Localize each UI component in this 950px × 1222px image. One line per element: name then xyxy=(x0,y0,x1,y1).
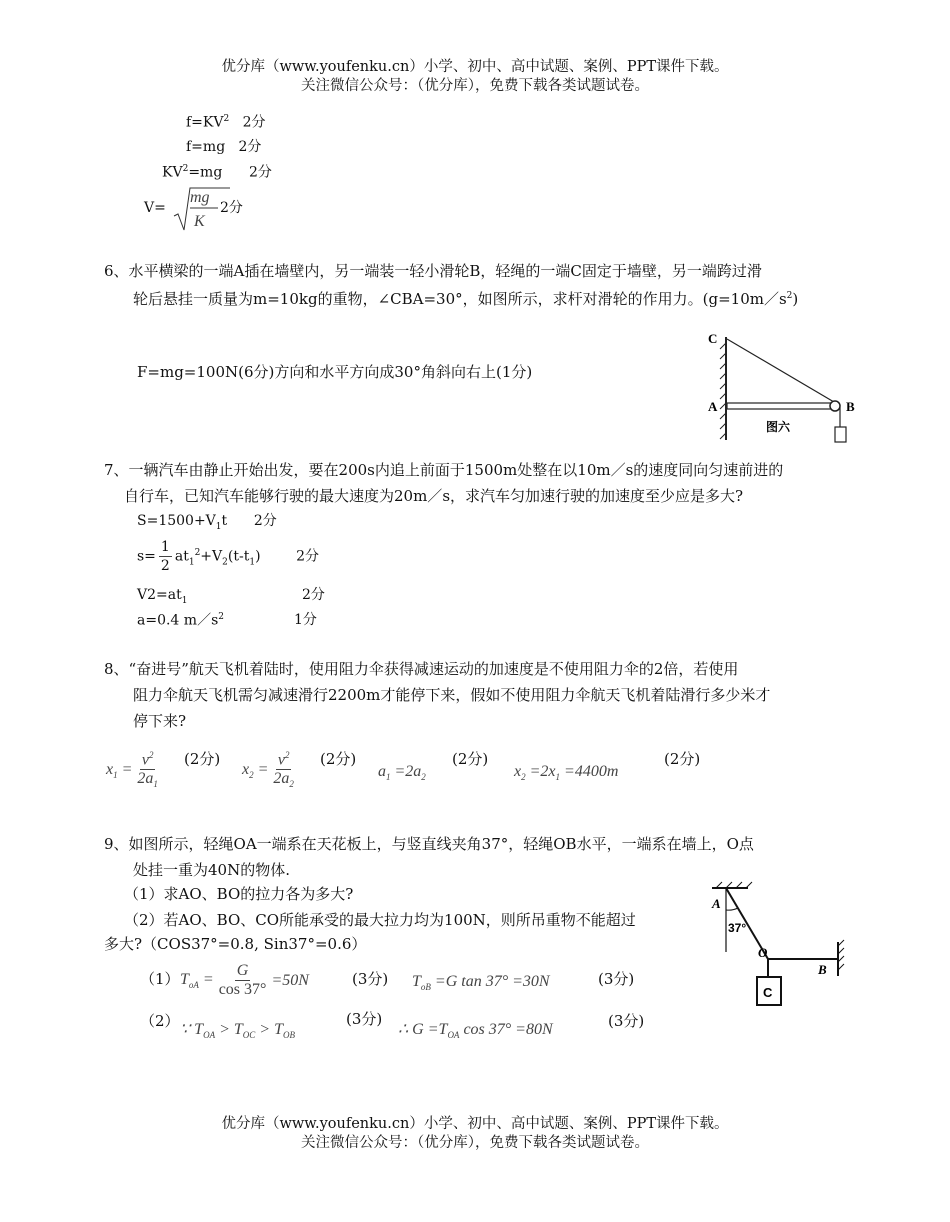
q6-line-1: 6、水平横梁的一端A插在墙壁内，另一端装一轻小滑轮B，轻绳的一端C固定于墙壁，另一端跨过滑 xyxy=(104,262,762,280)
q9-answer-2: ∵ $T_{OA} > T_{OC} > T_{OB}$ xyxy=(180,1021,295,1041)
q7-answer-3: $V2=at_1$ xyxy=(137,587,188,606)
page-footer xyxy=(0,1115,950,1153)
q6-label-b: B xyxy=(846,399,855,414)
q9-answer-2-label: （2） xyxy=(140,1012,180,1030)
q9-answer-1-score: (3分) xyxy=(352,970,389,988)
q6-answer: F=mg=100N(6分)方向和水平方向成30°角斜向右上(1分) xyxy=(137,363,533,381)
q9-answer-1: $T_{oA}$ = $\frac{G}{\cos 37^\circ}$ =50N xyxy=(180,962,309,998)
q9-label-o: O xyxy=(758,945,768,960)
q9-wall xyxy=(838,940,844,976)
q8-formula-4: $x_2 =2x_1 =4400m$ xyxy=(514,763,619,783)
q7-answer-1: $S=1500+V_1t$ 2分 xyxy=(137,513,277,532)
q8-score-4: (2分) xyxy=(664,750,701,768)
q8-formula-1: $x_1$ = $\frac{v^2}{2a_1}$ xyxy=(106,746,163,794)
q6-label-c: C xyxy=(708,331,718,346)
q9-answer-2-score: (3分) xyxy=(346,1010,383,1028)
q9-figure xyxy=(700,880,860,1015)
q6-pulley xyxy=(830,401,840,411)
q9-label-b: B xyxy=(818,962,827,977)
q9-answer-1-label: （1） xyxy=(140,970,180,988)
q8-formula-3: $a_1 =2a_2$ xyxy=(378,763,426,783)
q7-line-2: 自行车，已知汽车能够行驶的最大速度为20m／s，求汽车匀加速行驶的加速度至少应是多大? xyxy=(124,487,744,505)
q9-line-2: 处挂一重为40N的物体. xyxy=(133,861,290,879)
header-line-2: 关注微信公众号：（优分库），免费下载各类试题试卷。 xyxy=(301,78,649,94)
q9-ceiling xyxy=(712,882,752,888)
q8-score-3: (2分) xyxy=(452,750,489,768)
q9-label-c: C xyxy=(763,985,773,1000)
q6-line-2: 轮后悬挂一质量为m=10kg的重物，∠CBA=30°，如图所示，求杆对滑轮的作用力。$(g=10m/s^2)$ xyxy=(133,290,799,308)
q8-score-2: (2分) xyxy=(320,750,357,768)
q6-wall xyxy=(720,337,726,440)
q8-line-2: 阻力伞航天飞机需匀减速滑行2200m才能停下来，假如不使用阻力伞航天飞机着陆滑行多少米才 xyxy=(133,686,771,704)
q7-answer-4-score: 1分 xyxy=(294,612,317,628)
q6-weight xyxy=(835,427,846,442)
q6-label-a: A xyxy=(708,399,718,414)
footer-line-1: 优分库（www.youfenku.cn）小学、初中、高中试题、案例、PPT课件下载。 xyxy=(221,1116,729,1132)
q8-line-1: 8、“奋进号”航天飞机着陆时，使用阻力伞获得减速运动的加速度是不使用阻力伞的2倍，若使用 xyxy=(104,660,739,678)
footer-line-2: 关注微信公众号：（优分库），免费下载各类试题试卷。 xyxy=(301,1135,649,1151)
q9-label-angle: 37° xyxy=(728,921,747,935)
prev-answer-1: $f=KV^2$ 2分 xyxy=(186,114,266,131)
q9-answer-1b: $T_{oB} =G$ tan 37° =30N xyxy=(412,973,550,993)
q7-answer-2: s= $\frac{1}{2}$ $at_1^2+V_2(t-t_1)$ 2分 xyxy=(137,539,320,574)
page-header xyxy=(0,58,950,96)
q9-answer-2b: ∴ $G =T_{OA}$ cos 37° =80N xyxy=(398,1021,553,1041)
prev-answer-2: f=mg 2分 xyxy=(186,139,262,155)
q9-answer-1b-score: (3分) xyxy=(598,970,635,988)
q7-line-1: 7、一辆汽车由静止开始出发，要在200s内追上前面于1500m处整在以10m／s的速度同向匀速前进的 xyxy=(104,461,784,479)
q9-sub-1: （1）求AO、BO的拉力各为多大? xyxy=(124,885,354,903)
header-line-1: 优分库（www.youfenku.cn）小学、初中、高中试题、案例、PPT课件下载。 xyxy=(221,59,729,75)
q9-line-1: 9、如图所示，轻绳OA一端系在天花板上，与竖直线夹角37°，轻绳OB水平，一端系在墙上，O点 xyxy=(104,835,754,853)
q9-label-a: A xyxy=(712,896,721,911)
q9-sub-2: （2）若AO、BO、CO所能承受的最大拉力均为100N，则所吊重物不能超过 xyxy=(124,911,636,929)
q8-line-3: 停下来? xyxy=(133,712,187,730)
q9-sub-2b: 多大?（COS37°=0.8, Sin37°=0.6） xyxy=(104,935,367,953)
q6-caption: 图六 xyxy=(766,420,791,434)
q7-answer-3-score: 2分 xyxy=(302,587,325,603)
q6-beam-ab xyxy=(727,403,833,409)
q6-figure xyxy=(700,325,870,450)
q9-answer-2b-score: (3分) xyxy=(608,1012,645,1030)
q8-score-1: (2分) xyxy=(184,750,221,768)
prev-answer-3: $KV^2=mg$ 2分 xyxy=(162,164,272,181)
q8-formula-2: $x_2$ = $\frac{v^2}{2a_2}$ xyxy=(242,746,299,794)
q7-answer-4: a=0.4 $m/s^2$ xyxy=(137,612,224,629)
q6-rope-cb xyxy=(727,339,834,402)
